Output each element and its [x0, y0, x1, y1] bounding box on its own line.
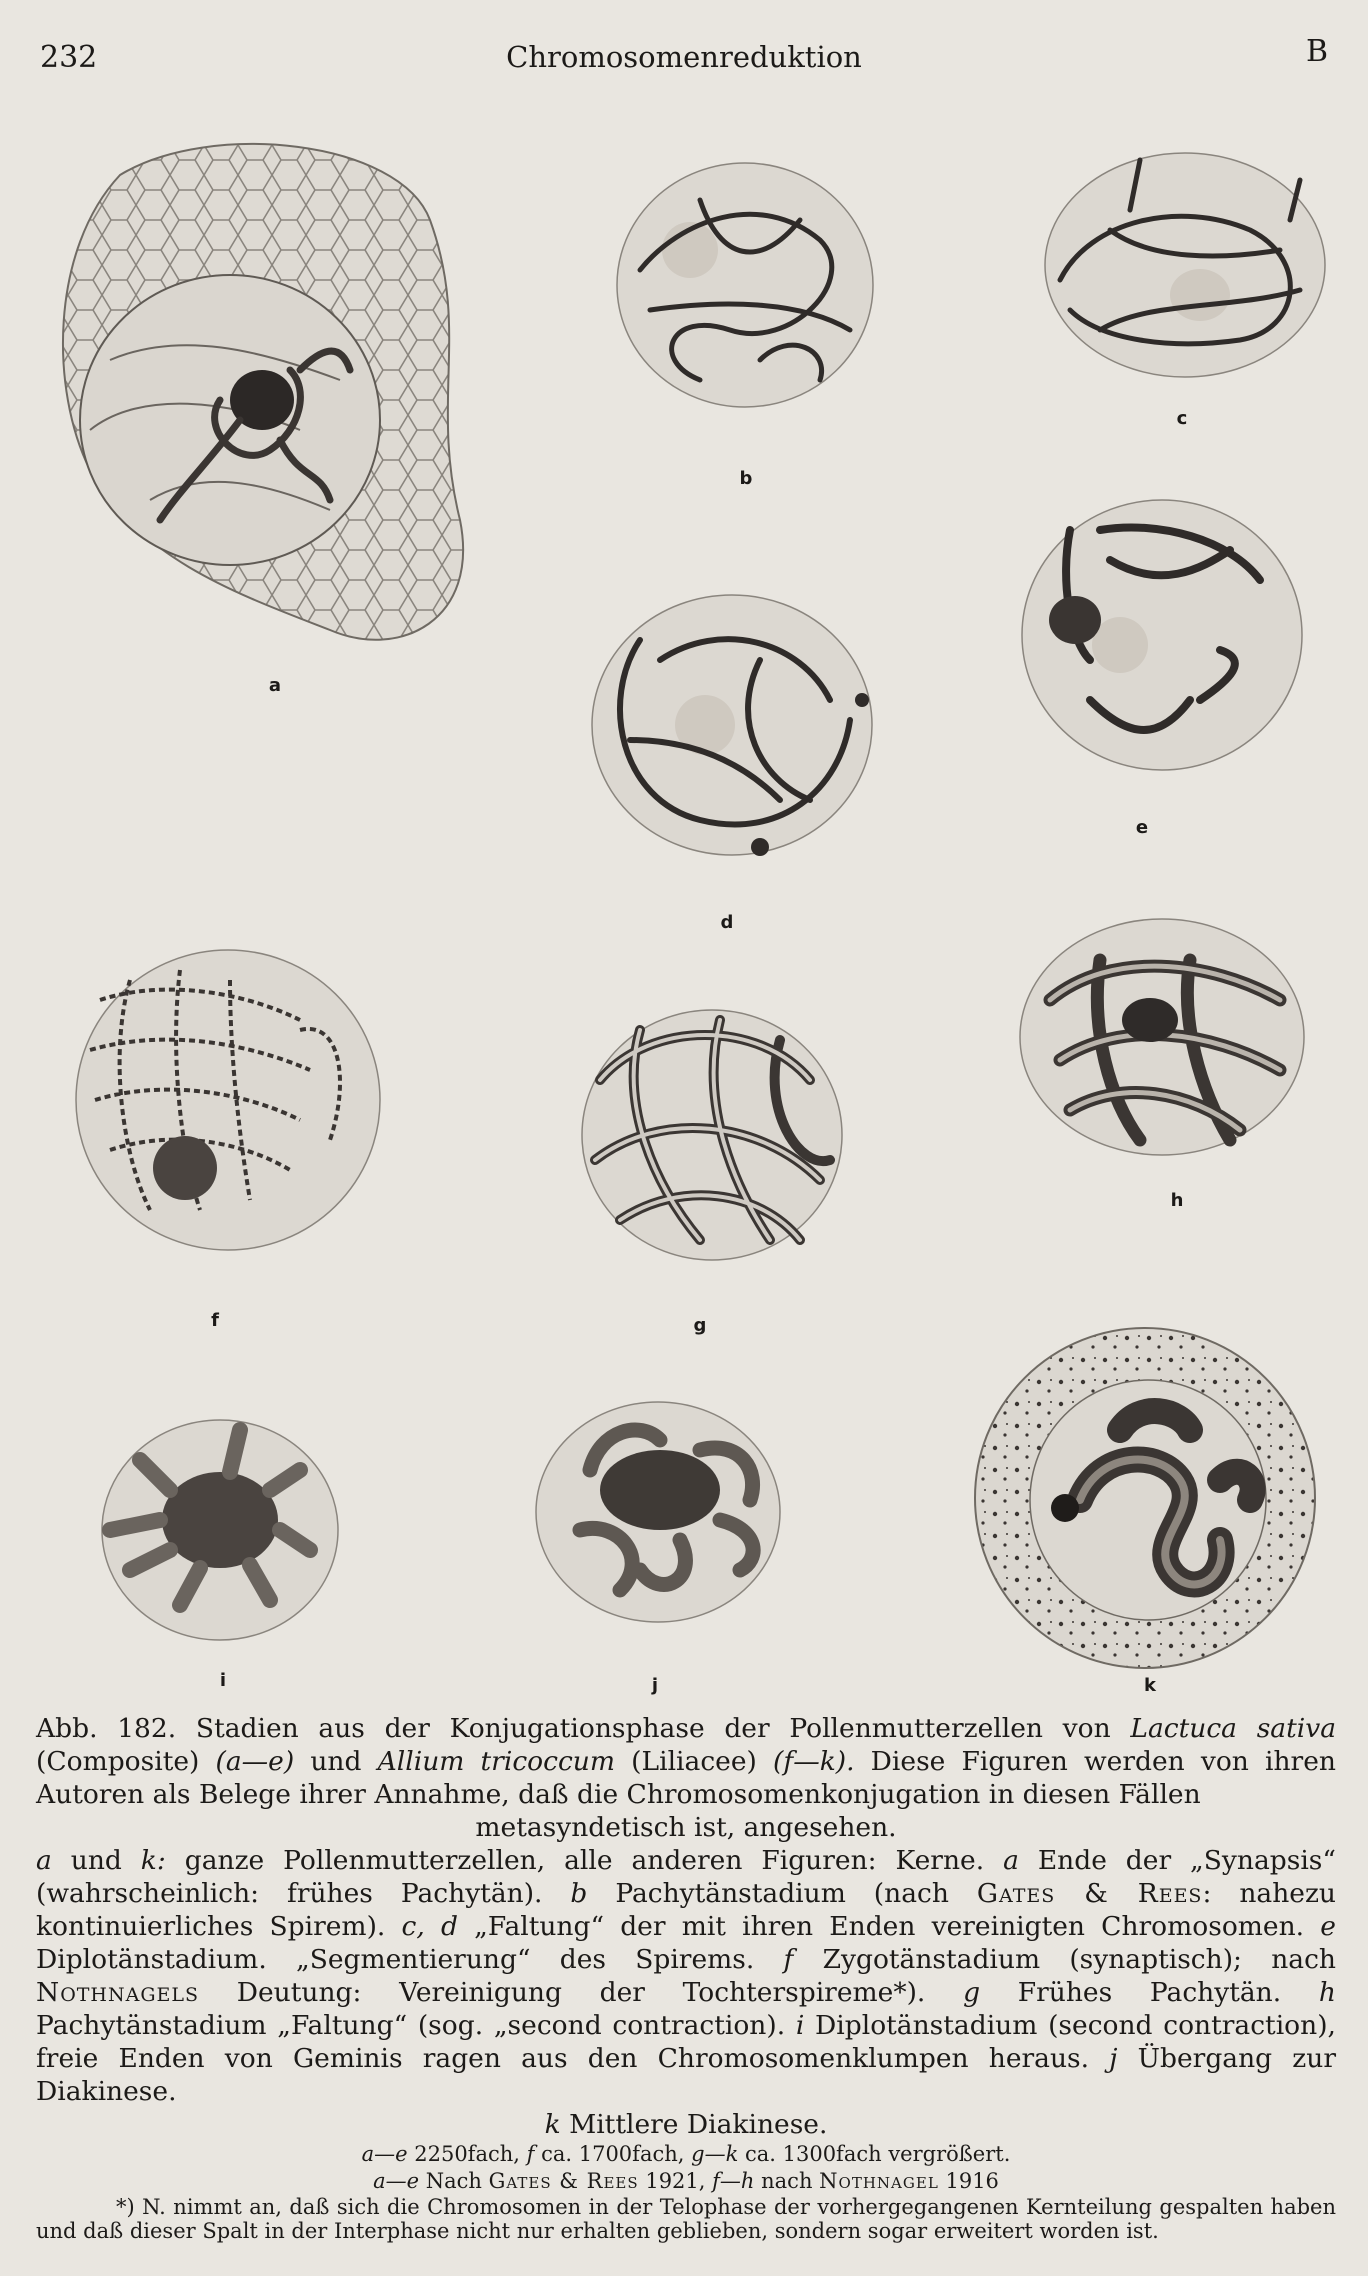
figure-range: (f—k). [773, 1746, 855, 1777]
caption-text: Ende der „Synapsis“ (wahrscheinlich: frühes Pachytän). [36, 1845, 1336, 1909]
caption-text: (Composite) [36, 1746, 200, 1777]
running-title: Chromosomenreduktion [506, 40, 862, 74]
caption-heading: Abb. 182. [36, 1713, 177, 1744]
figure-ref: i [795, 2010, 805, 2041]
caption-text: Diese Figuren werden von ihren Autoren als Belege ihrer Annahme, daß die Chromosomenkonjugation in diesen Fällen [36, 1746, 1336, 1810]
figure-f-drawing [76, 950, 380, 1250]
figure-ref: k: [140, 1845, 166, 1876]
figure-g-drawing [582, 1010, 842, 1260]
footnote: *) N. nimmt an, daß sich die Chromosomen in der Telophase der vorhergegangenen Kernteilung gespalten haben und daß dieser Spalt in der Interphase nicht nur erhalten geblieben, sondern sogar erweitert worden ist. [36, 2195, 1336, 2243]
species-name: Lactuca sativa [1130, 1713, 1336, 1744]
figure-label-b: b [739, 468, 753, 489]
caption-text: Nach [425, 2169, 482, 2193]
figure-ref: c, d [401, 1911, 458, 1942]
figure-i-drawing [102, 1420, 338, 1640]
author-name: Gates & Rees [488, 2169, 639, 2193]
caption-text: (Liliacee) [631, 1746, 757, 1777]
magnification-note [36, 2141, 1336, 2168]
figure-ref: a [1003, 1845, 1019, 1876]
figure-d-drawing [592, 595, 872, 856]
figure-a-drawing [63, 144, 463, 640]
figure-ref: g [963, 1977, 981, 2008]
figure-ref: a [36, 1845, 52, 1876]
caption-text: und [310, 1746, 362, 1777]
figure-label-c: c [1176, 408, 1188, 429]
figure-ref: f [783, 1944, 794, 1975]
figure-label-f: f [211, 1310, 219, 1331]
figure-plate [0, 100, 1368, 1720]
caption-text: Stadien aus der Konjugationsphase der Pollenmutterzellen von [195, 1713, 1111, 1744]
caption-text: : nahezu kontinuierliches Spirem). [36, 1878, 1336, 1942]
caption-text: 1921, [645, 2169, 706, 2193]
figure-ref: a—e [373, 2169, 420, 2193]
caption-text: nach [761, 2169, 813, 2193]
figure-label-h: h [1170, 1190, 1184, 1211]
page-header [40, 34, 1328, 84]
caption-paragraph-2 [36, 1844, 1336, 2108]
caption-paragraph-1 [36, 1712, 1336, 1811]
micrograph-drawings [0, 100, 1368, 1720]
caption-text: Diplotänstadium (second contraction), freie Enden von Geminis ragen aus den Chromosomenklumpen heraus. [36, 2010, 1336, 2074]
caption-text: 1916 [945, 2169, 999, 2193]
figure-label-g: g [693, 1315, 707, 1336]
figure-k-drawing [975, 1328, 1315, 1668]
caption-text: „Faltung“ der mit ihren Enden vereinigten Chromosomen. [474, 1911, 1305, 1942]
figure-h-drawing [1020, 919, 1304, 1155]
figure-c-drawing [1045, 153, 1325, 377]
caption-text: ganze Pollenmutterzellen, alle anderen Figuren: Kerne. [184, 1845, 985, 1876]
caption-text: ca. 1300fach vergrößert. [744, 2142, 1011, 2166]
figure-label-j: j [651, 1675, 659, 1696]
figure-ref: g—k [691, 2142, 739, 2166]
page-number: 232 [40, 40, 98, 75]
species-name: Allium tricoccum [377, 1746, 616, 1777]
caption-text: Deutung: Vereinigung der Tochterspireme*). [236, 1977, 926, 2008]
caption-text: Diplotänstadium. „Segmentierung“ des Spirems. [36, 1944, 755, 1975]
caption-text: Zygotänstadium (synaptisch); nach [822, 1944, 1336, 1975]
figure-ref: e [1320, 1911, 1336, 1942]
caption-text: Übergang zur Diakinese. [36, 2043, 1336, 2107]
figure-caption [36, 1712, 1336, 2243]
figure-ref: j [1109, 2043, 1118, 2074]
section-letter: B [1305, 34, 1328, 69]
figure-ref: h [1318, 1977, 1336, 2008]
figure-ref: f [526, 2142, 535, 2166]
caption-text: Frühes Pachytän. [1017, 1977, 1282, 2008]
figure-ref: k [544, 2109, 561, 2140]
caption-text: und [70, 1845, 122, 1876]
figure-range: (a—e) [215, 1746, 295, 1777]
figure-j-drawing [536, 1402, 780, 1622]
figure-label-k: k [1144, 1675, 1156, 1696]
author-name: Nothnagel [819, 2169, 939, 2193]
caption-text: ca. 1700fach, [541, 2142, 685, 2166]
figure-label-a: a [268, 675, 282, 696]
figure-ref: b [570, 1878, 588, 1909]
caption-text: Mittlere Diakinese. [569, 2109, 828, 2140]
figure-ref: a—e [361, 2142, 408, 2166]
caption-text: 2250fach, [414, 2142, 520, 2166]
caption-text: Pachytänstadium (nach [615, 1878, 949, 1909]
caption-paragraph-2-end [36, 2108, 1336, 2141]
figure-label-i: i [219, 1670, 227, 1691]
figure-b-drawing [617, 163, 873, 407]
figure-label-d: d [720, 912, 734, 933]
figure-label-e: e [1135, 817, 1149, 838]
source-note [36, 2168, 1336, 2195]
caption-text: Pachytänstadium „Faltung“ (sog. „second contraction). [36, 2010, 786, 2041]
figure-ref: f—h [712, 2169, 755, 2193]
caption-paragraph-1-end: metasyndetisch ist, angesehen. [475, 1812, 897, 1843]
author-name: Nothnagels [36, 1977, 200, 2008]
figure-e-drawing [1022, 500, 1302, 770]
author-name: Gates & Rees [976, 1878, 1203, 1909]
